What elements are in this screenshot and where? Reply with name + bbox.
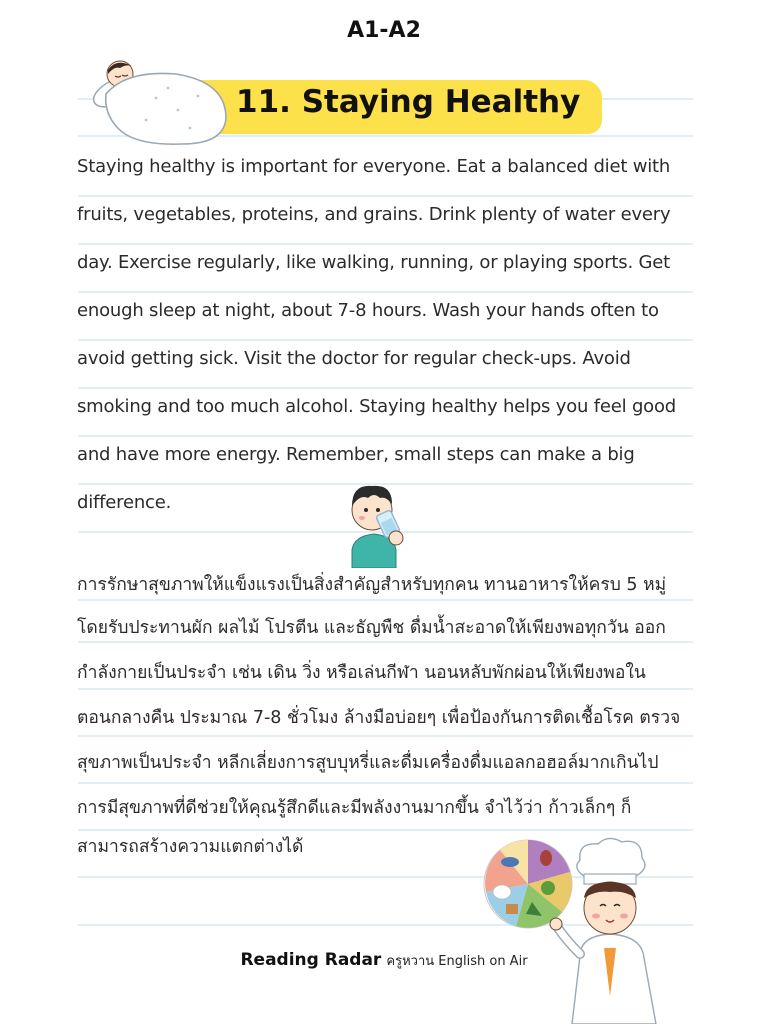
paragraph-line: Staying healthy is important for everyone. Eat a balanced diet with bbox=[77, 156, 671, 177]
footer-brand: Reading Radar bbox=[240, 950, 382, 970]
level-heading: A1-A2 bbox=[347, 18, 421, 43]
paragraph-line: day. Exercise regularly, like walking, running, or playing sports. Get bbox=[77, 252, 670, 273]
ruled-line bbox=[78, 641, 693, 643]
paragraph-line: สามารถสร้างความแตกต่างได้ bbox=[77, 837, 304, 857]
ruled-line bbox=[78, 829, 693, 831]
page-title: 11. Staying Healthy bbox=[236, 84, 581, 120]
ruled-line bbox=[78, 339, 693, 341]
paragraph-line: การรักษาสุขภาพให้แข็งแรงเป็นสิ่งสำคัญสำหรับทุกคน ทานอาหารให้ครบ 5 หมู่ bbox=[77, 575, 667, 595]
ruled-line bbox=[78, 291, 693, 293]
paragraph-line: and have more energy. Remember, small steps can make a big bbox=[77, 444, 635, 465]
ruled-line bbox=[78, 735, 693, 737]
paragraph-line: กำลังกายเป็นประจำ เช่น เดิน วิ่ง หรือเล่นกีฬา นอนหลับพักผ่อนให้เพียงพอใน bbox=[77, 663, 646, 683]
paragraph-line: enough sleep at night, about 7-8 hours. Wash your hands often to bbox=[77, 300, 659, 321]
paragraph-line: สุขภาพเป็นประจำ หลีกเลี่ยงการสูบบุหรี่และดื่มเครื่องดื่มแอลกอฮอล์มากเกินไป bbox=[77, 753, 659, 773]
boy-drinking-water-illustration bbox=[340, 476, 416, 568]
paragraph-line: ตอนกลางคืน ประมาณ 7-8 ชั่วโมง ล้างมือบ่อยๆ เพื่อป้องกันการติดเชื้อโรค ตรวจ bbox=[77, 708, 681, 728]
ruled-line bbox=[78, 599, 693, 601]
paragraph-line: โดยรับประทานผัก ผลไม้ โปรตีน และธัญพืช ดื่มน้ำสะอาดให้เพียงพอทุกวัน ออก bbox=[77, 618, 666, 638]
ruled-line bbox=[78, 387, 693, 389]
food-wheel-icon bbox=[484, 840, 572, 928]
paragraph-line: การมีสุขภาพที่ดีช่วยให้คุณรู้สึกดีและมีพลังงานมากขึ้น จำไว้ว่า ก้าวเล็กๆ ก็ bbox=[77, 798, 632, 818]
ruled-line bbox=[78, 688, 693, 690]
paragraph-line: avoid getting sick. Visit the doctor for regular check-ups. Avoid bbox=[77, 348, 631, 369]
paragraph-line: difference. bbox=[77, 492, 172, 513]
paragraph-line: smoking and too much alcohol. Staying healthy helps you feel good bbox=[77, 396, 677, 417]
footer-credit: ครูหวาน English on Air bbox=[386, 954, 528, 969]
ruled-line bbox=[78, 195, 693, 197]
sleeping-person-illustration bbox=[86, 52, 232, 148]
ruled-line bbox=[78, 782, 693, 784]
ruled-line bbox=[78, 435, 693, 437]
footer bbox=[0, 950, 768, 971]
chef-food-groups-illustration bbox=[480, 836, 680, 1024]
ruled-line bbox=[78, 243, 693, 245]
paragraph-line: fruits, vegetables, proteins, and grains. Drink plenty of water every bbox=[77, 204, 671, 225]
